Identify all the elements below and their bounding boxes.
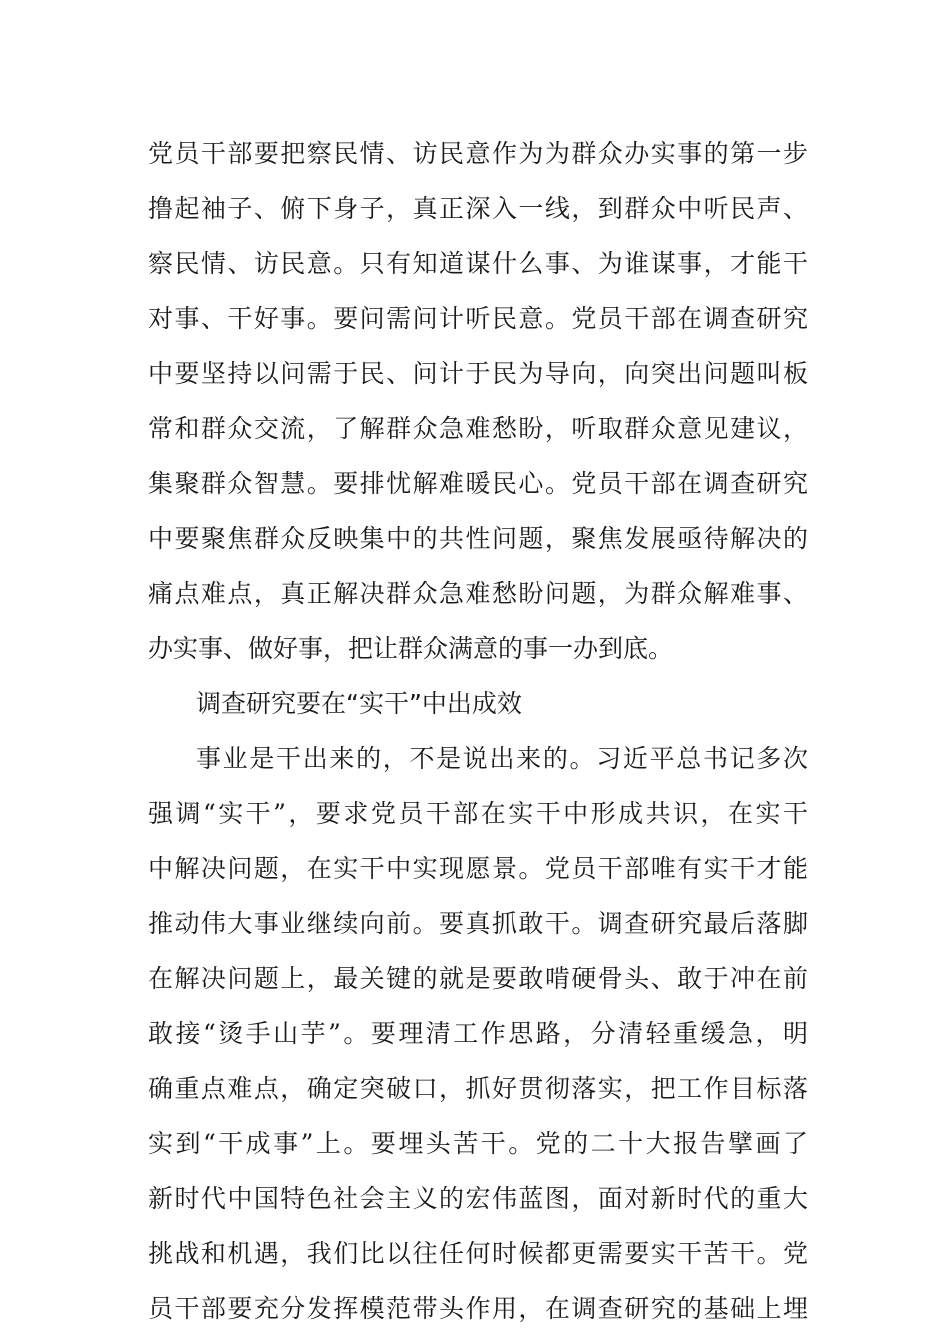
section-heading: 调查研究要在“实干”中出成效 [196,689,522,718]
paragraph-2-line-8: 实到“干成事”上。要埋头苦干。党的二十大报告擘画了 [148,1129,808,1158]
paragraph-2-line-2: 强调“实干”，要求党员干部在实干中形成共识，在实干 [148,799,808,828]
paragraph-1-line-3: 察民情、访民意。只有知道谋什么事、为谁谋事，才能干 [148,249,808,278]
paragraph-1-line-4: 对事、干好事。要问需问计听民意。党员干部在调查研究 [148,304,808,333]
paragraph-2-line-4: 推动伟大事业继续向前。要真抓敢干。调查研究最后落脚 [148,909,808,938]
paragraph-1-line-8: 中要聚焦群众反映集中的共性问题，聚焦发展亟待解决的 [148,524,808,553]
paragraph-2-line-5: 在解决问题上，最关键的就是要敢啃硬骨头、敢于冲在前 [148,964,808,993]
paragraph-2-line-7: 确重点难点，确定突破口，抓好贯彻落实，把工作目标落 [148,1074,808,1103]
paragraph-2-line-3: 中解决问题，在实干中实现愿景。党员干部唯有实干才能 [148,854,808,883]
paragraph-1-line-9: 痛点难点，真正解决群众急难愁盼问题，为群众解难事、 [148,579,808,608]
paragraph-2-line-1: 事业是干出来的，不是说出来的。习近平总书记多次 [196,744,808,773]
paragraph-1-line-6: 常和群众交流，了解群众急难愁盼，听取群众意见建议， [148,414,808,443]
paragraph-1-line-1: 党员干部要把察民情、访民意作为为群众办实事的第一步 [148,139,808,168]
paragraph-1-line-2: 撸起袖子、俯下身子，真正深入一线，到群众中听民声、 [148,194,808,223]
paragraph-1-line-5: 中要坚持以问需于民、问计于民为导向，向突出问题叫板 [148,359,808,388]
paragraph-2-line-11: 员干部要充分发挥模范带头作用，在调查研究的基础上埋 [148,1294,808,1323]
paragraph-2-line-9: 新时代中国特色社会主义的宏伟蓝图，面对新时代的重大 [148,1184,808,1213]
paragraph-1-line-7: 集聚群众智慧。要排忧解难暖民心。党员干部在调查研究 [148,469,808,498]
paragraph-1-line-10: 办实事、做好事，把让群众满意的事一办到底。 [148,634,674,663]
paragraph-2-line-10: 挑战和机遇，我们比以往任何时候都更需要实干苦干。党 [148,1239,808,1268]
paragraph-2-line-6: 敢接“烫手山芋”。要理清工作思路，分清轻重缓急，明 [148,1019,808,1048]
